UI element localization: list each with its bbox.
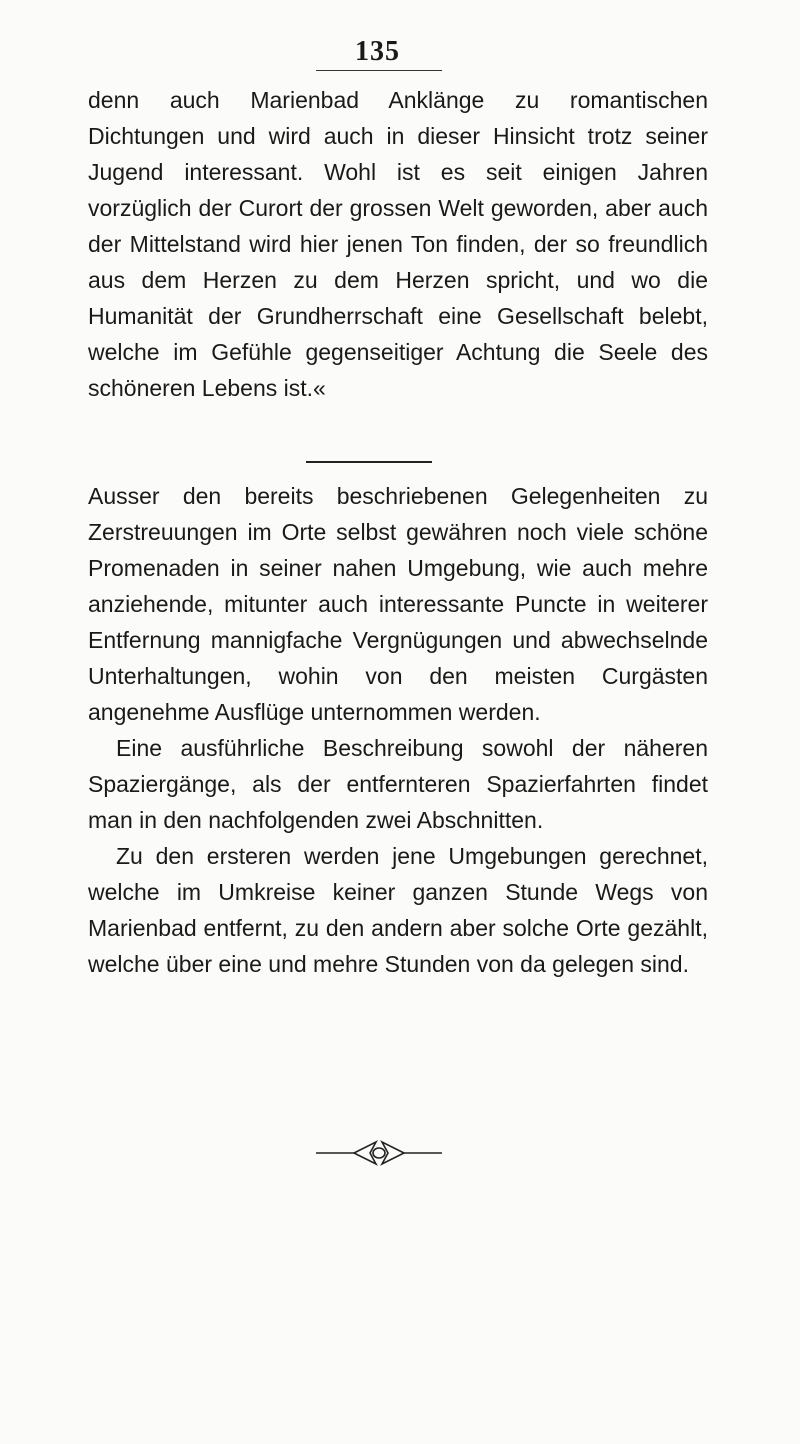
page-number: 135 [355,36,400,67]
section-divider-rule [306,461,432,463]
section-2 [88,478,708,982]
header-rule [316,70,442,71]
section-1 [88,82,708,406]
paragraph: Ausser den bereits beschriebenen Gelegenheiten zu Zerstreuungen im Orte selbst gewähren noch viele schöne Promenaden in seiner nahen Umgebung, wie auch mehre anziehende, mitunter auch interessante Puncte in weiterer Entfernung mannigfache Vergnügungen und abwechselnde Unterhaltungen, wohin von den meisten Curgästen angenehme Ausflüge unternommen werden. [88,483,708,725]
paragraph: denn auch Marienbad Anklänge zu romantischen Dichtungen und wird auch in dieser Hinsicht trotz seiner Jugend interessant. Wohl ist es seit einigen Jahren vorzüglich der Curort der grossen Welt geworden, aber auch der Mittelstand wird hier jenen Ton finden, der so freundlich aus dem Herzen zu dem Herzen spricht, und wo die Humanität der Grundherrschaft eine Gesellschaft belebt, welche im Gefühle gegenseitiger Achtung die Seele des schöneren Lebens ist.« [88,87,708,401]
paragraph: Zu den ersteren werden jene Umgebungen gerechnet, welche im Umkreise keiner ganzen Stunde Wegs von Marienbad entfernt, zu den andern aber solche Orte gezählt, welche über eine und mehre Stunden von da gelegen sind. [88,843,708,977]
paragraph: Eine ausführliche Beschreibung sowohl der näheren Spaziergänge, als der entfernteren Spazierfahrten findet man in den nachfolgenden zwei Abschnitten. [88,735,708,833]
end-ornament [314,1138,444,1172]
